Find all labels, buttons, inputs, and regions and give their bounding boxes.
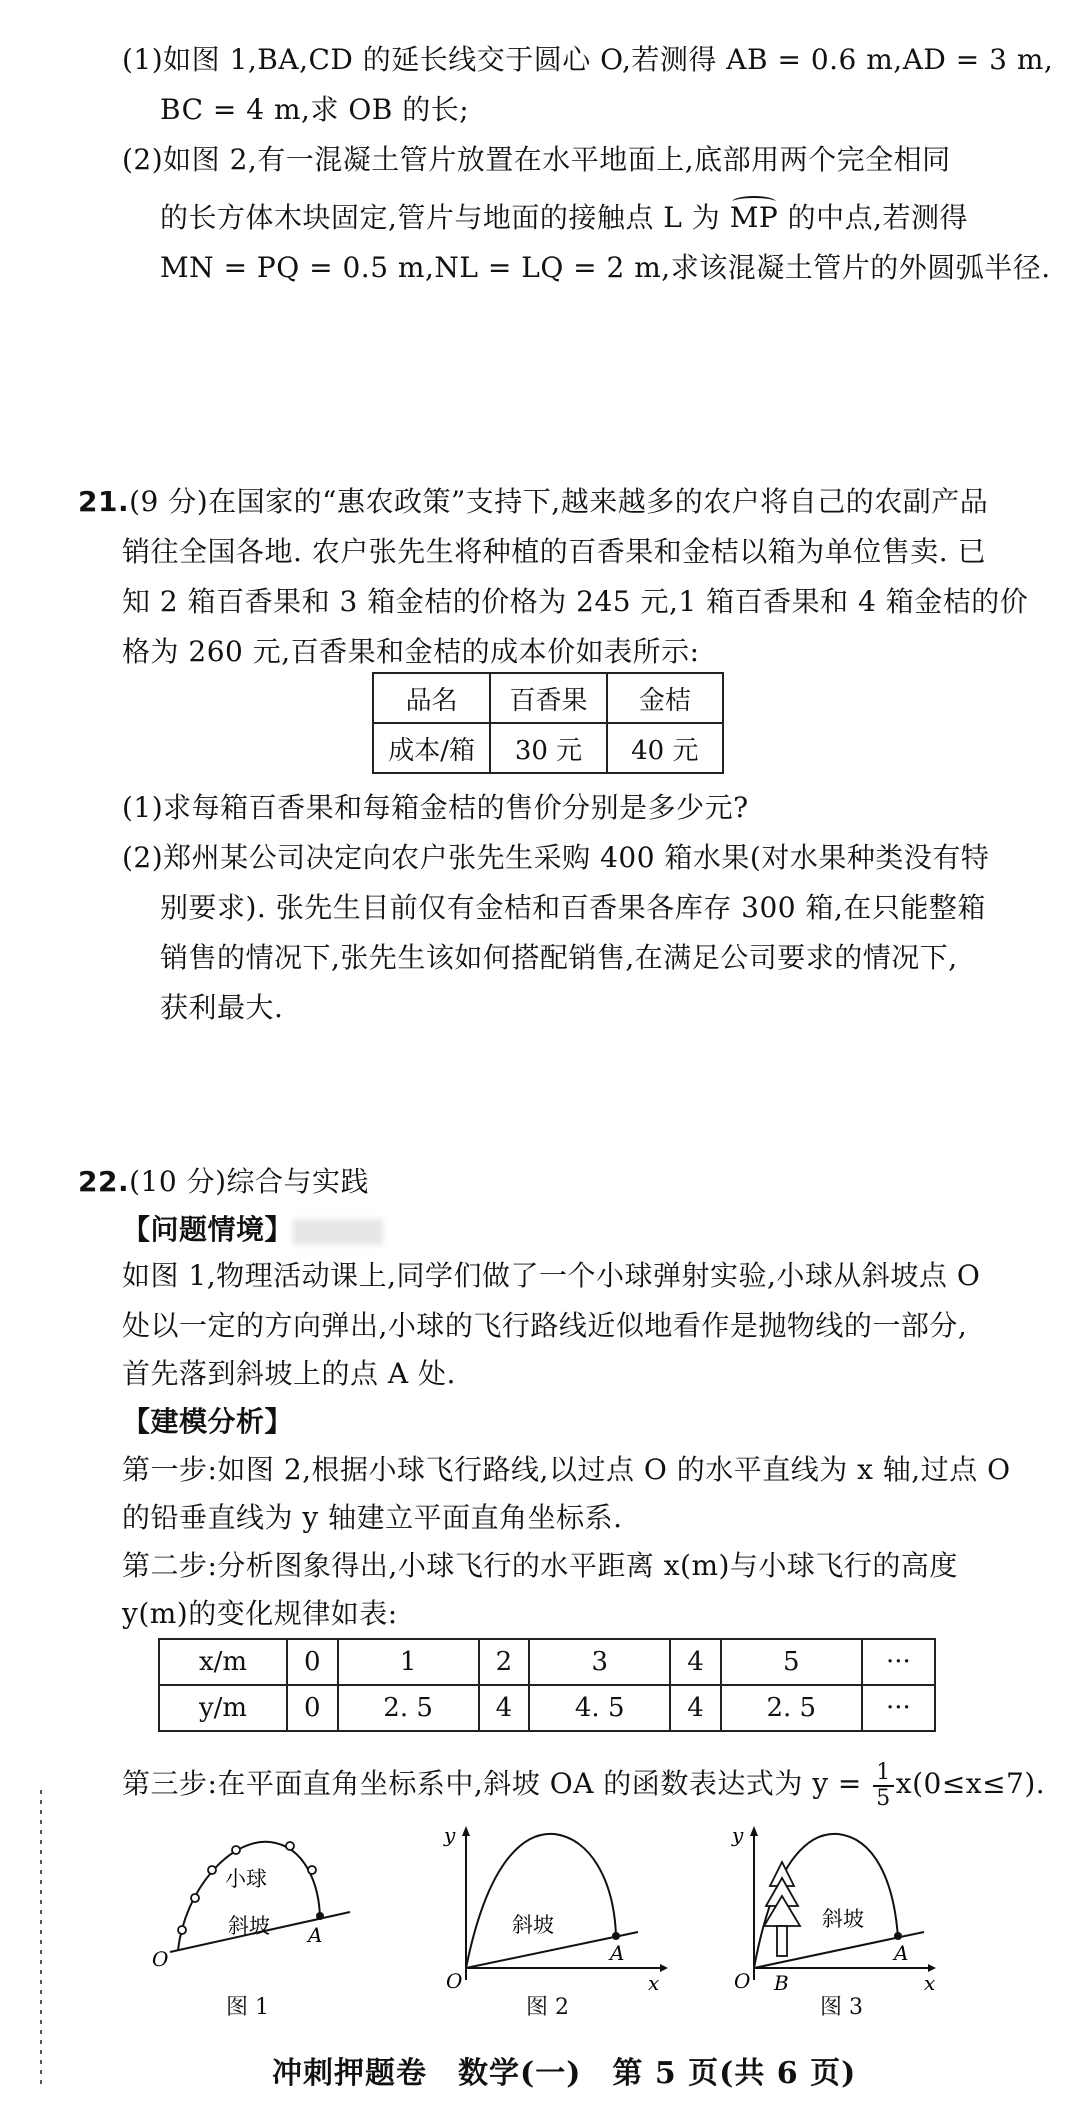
xy-table-cell: 5: [721, 1639, 862, 1685]
xy-table-cell: 4. 5: [529, 1685, 670, 1731]
cost-table-header-cell: 百香果: [490, 673, 606, 723]
figure-1-caption: 图 1: [226, 1995, 269, 2020]
xy-table-cell: 4: [479, 1685, 530, 1731]
xy-table-cell: 3: [529, 1639, 670, 1685]
xy-table-cell: 4: [670, 1639, 721, 1685]
xy-table-cell: 0: [287, 1685, 338, 1731]
q20-part1-line1: (1)如图 1,BA,CD 的延长线交于圆心 O,若测得 AB = 0.6 m,AD = 3 m,: [122, 43, 1054, 76]
q20-part2-line2-pre: 的长方体木块固定,管片与地面的接触点 L 为: [160, 201, 730, 234]
arc-mp: MP: [729, 201, 779, 234]
q21-line3: 知 2 箱百香果和 3 箱金桔的价格为 245 元,1 箱百香果和 4 箱金桔的价: [122, 585, 1029, 618]
cost-table: [372, 672, 724, 774]
fig3-a-label: A: [894, 1941, 909, 1965]
ball-dot: [191, 1894, 199, 1902]
q22-heading-situation: [122, 1212, 383, 1248]
fig1-ball-label: 小球: [225, 1867, 267, 1891]
q21-sub2-line4: 获利最大.: [160, 991, 284, 1024]
ball-dot: [232, 1846, 240, 1854]
fraction-denominator: 5: [876, 1785, 891, 1811]
landing-point: [316, 1912, 324, 1920]
ball-dot: [308, 1866, 316, 1874]
xy-table-cell: ···: [862, 1685, 935, 1731]
figure-2-caption: 图 2: [526, 1995, 569, 2020]
ball-dot: [208, 1866, 216, 1874]
figure-1: [140, 1830, 380, 1980]
q22-heading-situation-text: 【问题情境】: [122, 1213, 294, 1246]
q21-sub2-line2: 别要求). 张先生目前仅有金桔和百香果各库存 300 箱,在只能整箱: [160, 891, 986, 924]
ball-dot: [178, 1926, 186, 1934]
fig3-x-label: x: [924, 1971, 936, 1990]
q21-sub1: (1)求每箱百香果和每箱金桔的售价分别是多少元?: [122, 791, 749, 824]
q22-step1-line1: 第一步:如图 2,根据小球飞行路线,以过点 O 的水平直线为 x 轴,过点 O: [122, 1453, 1011, 1486]
xy-table-cell: 0: [287, 1639, 338, 1685]
fig2-slope-label: 斜坡: [512, 1913, 554, 1937]
fig1-slope-label: 斜坡: [228, 1914, 270, 1938]
fig3-y-label: y: [732, 1823, 744, 1847]
page-footer: 冲刺押题卷 数学(一) 第 5 页(共 6 页): [272, 2056, 857, 2091]
fig3-slope-label: 斜坡: [822, 1907, 864, 1931]
landing-point: [612, 1932, 620, 1940]
fig2-o-label: O: [446, 1969, 463, 1990]
cost-table-header-cell: 品名: [373, 673, 490, 723]
q21-line2: 销往全国各地. 农户张先生将种植的百香果和金桔以箱为单位售卖. 已: [122, 535, 987, 568]
xy-table: [158, 1638, 936, 1732]
figure-3-caption: 图 3: [820, 1995, 863, 2020]
q21-line4: 格为 260 元,百香果和金桔的成本价如表所示:: [122, 635, 700, 668]
fig2-y-label: y: [444, 1823, 456, 1847]
fig1-a-label: A: [308, 1923, 323, 1947]
q21-sub2-line3: 销售的情况下,张先生该如何搭配销售,在满足公司要求的情况下,: [160, 941, 958, 974]
xy-table-cell: 2: [479, 1639, 530, 1685]
fig2-x-label: x: [648, 1971, 660, 1990]
q20-part2-line3: MN = PQ = 0.5 m,NL = LQ = 2 m,求该混凝土管片的外圆弧半径.: [160, 251, 1051, 284]
fraction-one-fifth: [873, 1761, 894, 1811]
q22-step2-line1: 第二步:分析图象得出,小球飞行的水平距离 x(m)与小球飞行的高度: [122, 1549, 958, 1582]
q21-line1: [78, 484, 988, 520]
q20-part2-line2: [160, 200, 968, 236]
q21-line1-text: (9 分)在国家的“惠农政策”支持下,越来越多的农户将自己的农副产品: [129, 485, 989, 518]
q20-part2-line1: (2)如图 2,有一混凝土管片放置在水平地面上,底部用两个完全相同: [122, 143, 951, 176]
figure-3: [718, 1820, 958, 1990]
q22-context-line3: 首先落到斜坡上的点 A 处.: [122, 1357, 456, 1390]
cost-table-header-row: [373, 673, 723, 723]
xy-table-cell: 2. 5: [338, 1685, 479, 1731]
q21-number: 21.: [78, 485, 130, 518]
q22-line1: [78, 1164, 369, 1200]
q22-step3-post: x(0≤x≤7).: [895, 1767, 1046, 1800]
fig1-o-label: O: [152, 1947, 169, 1971]
q22-step3: [122, 1756, 1045, 1812]
xy-table-cell: x/m: [159, 1639, 287, 1685]
q22-title: (10 分)综合与实践: [129, 1165, 369, 1198]
cost-table-header-cell: 金桔: [607, 673, 723, 723]
y-axis-arrow-icon: [750, 1826, 758, 1836]
y-axis-arrow-icon: [462, 1826, 470, 1836]
xy-table-cell: 2. 5: [721, 1685, 862, 1731]
fig3-b-label: B: [774, 1971, 789, 1990]
landing-point: [894, 1932, 902, 1940]
figure-2: [430, 1820, 670, 1990]
cost-table-cell: 成本/箱: [373, 723, 490, 773]
xy-table-cell: ···: [862, 1639, 935, 1685]
fig2-a-label: A: [610, 1941, 625, 1965]
xy-table-cell: 4: [670, 1685, 721, 1731]
xy-table-cell: 1: [338, 1639, 479, 1685]
q20-part2-line2-post: 的中点,若测得: [778, 201, 969, 234]
ball-trajectory: [466, 1834, 616, 1968]
q22-context-line1: 如图 1,物理活动课上,同学们做了一个小球弹射实验,小球从斜坡点 O: [122, 1259, 981, 1292]
q21-sub2-line1: (2)郑州某公司决定向农户张先生采购 400 箱水果(对水果种类没有特: [122, 841, 990, 874]
q20-part1-line2: BC = 4 m,求 OB 的长;: [160, 93, 470, 126]
cost-table-cell: 40 元: [607, 723, 723, 773]
x-axis-arrow-icon: [660, 1964, 668, 1972]
xy-table-row-y: [159, 1685, 935, 1731]
blurred-mark: [293, 1219, 383, 1245]
q22-number: 22.: [78, 1165, 130, 1198]
ball-dot: [286, 1842, 294, 1850]
xy-table-cell: y/m: [159, 1685, 287, 1731]
cost-table-cell: 30 元: [490, 723, 606, 773]
binding-margin-dashes: [38, 1790, 44, 2090]
cost-table-row: [373, 723, 723, 773]
q22-step3-pre: 第三步:在平面直角坐标系中,斜坡 OA 的函数表达式为 y =: [122, 1767, 872, 1800]
q22-context-line2: 处以一定的方向弹出,小球的飞行路线近似地看作是抛物线的一部分,: [122, 1309, 968, 1342]
q22-heading-modeling: 【建模分析】: [122, 1405, 294, 1438]
fig3-o-label: O: [734, 1969, 751, 1990]
q22-step1-line2: 的铅垂直线为 y 轴建立平面直角坐标系.: [122, 1501, 623, 1534]
xy-table-row-x: [159, 1639, 935, 1685]
fraction-numerator: 1: [873, 1761, 894, 1787]
q22-step2-line2: y(m)的变化规律如表:: [122, 1597, 398, 1630]
